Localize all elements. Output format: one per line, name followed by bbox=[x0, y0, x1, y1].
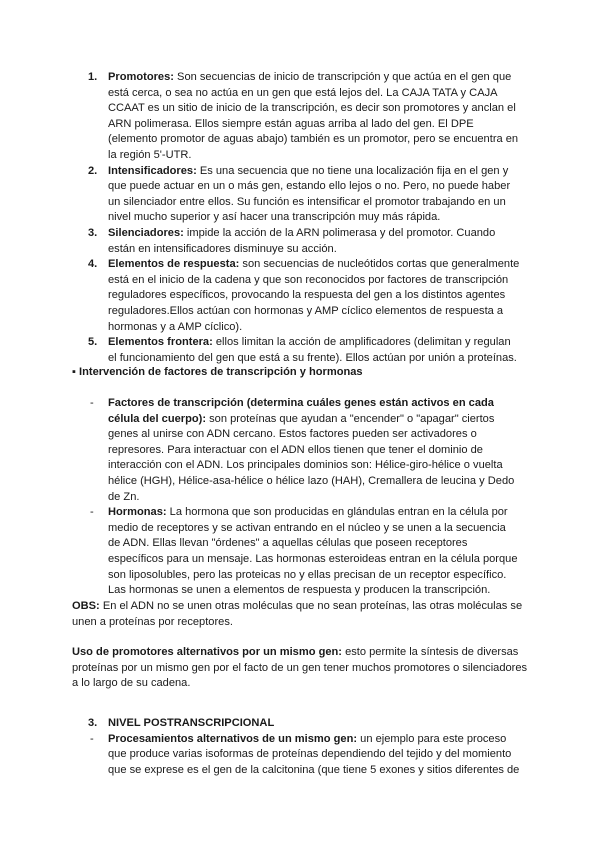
item-title: Hormonas: bbox=[108, 506, 167, 519]
posttranscriptional-section bbox=[88, 716, 520, 778]
item-title: Procesamientos alternativos de un mismo gen: bbox=[108, 732, 358, 745]
item-text: ellos limitan la acción de amplificadores (delimitan y regulan el funcionamiento del gen que está a su frente). Ellos actúan por unión a proteínas. bbox=[108, 336, 517, 364]
item-title: Intensificadores: bbox=[108, 164, 197, 177]
item-number: 2. bbox=[88, 164, 98, 177]
list-item-procesamientos bbox=[88, 732, 520, 779]
obs-text: En el ADN no se unen otras moléculas que no sean proteínas, las otras moléculas se unen a proteínas por receptores. bbox=[72, 600, 523, 628]
item-number: 3. bbox=[88, 717, 98, 729]
item-text: La hormona que son producidas en glándulas entran en la célula por medio de receptores y se activan entrando en el núcleo y se unen a la secuencia de ADN. Ellas llevan "órdenes" a aquellas células que poseen receptores específicos para un mensaje. Las hormonas esteroideas entran en la célula porque son liposolubles, pero las proteicas no y ellas precisan de un receptor específico. Las hormonas se unen a elementos de respuesta y producen la transcripción. bbox=[108, 506, 518, 597]
item-text: impide la acción de la ARN polimerasa y del promotor. Cuando están en intensificadores disminuye su acción. bbox=[108, 226, 496, 255]
dash-bullet: - bbox=[90, 732, 94, 745]
list-item-silenciadores bbox=[86, 226, 520, 257]
item-number: 3. bbox=[88, 226, 98, 239]
regulatory-elements-list bbox=[86, 70, 520, 366]
dash-bullet: - bbox=[90, 506, 94, 519]
nivel-title: NIVEL POSTRANSCRIPCIONAL bbox=[108, 717, 275, 729]
list-item-elementos-frontera bbox=[86, 335, 520, 366]
obs-title: OBS: bbox=[72, 600, 100, 612]
item-title: Silenciadores: bbox=[108, 226, 184, 239]
list-item-factores bbox=[86, 396, 520, 505]
dash-bullet: - bbox=[90, 397, 94, 409]
item-text: son secuencias de nucleótidos cortas que generalmente está en el inicio de la cadena y que son reconocidos por factores de transcripción reguladores específicos, provocando la respuesta del gen a los distintos agentes reguladores.Ellos actúan con hormonas y AMP cíclico elementos de respuesta a hormonas y a AMP cíclico). bbox=[108, 258, 520, 333]
item-title: Factores de transcripción (determina cuáles genes están activos en cada célula del cuerpo): bbox=[108, 397, 494, 425]
item-number: 5. bbox=[88, 336, 98, 349]
item-number: 4. bbox=[88, 258, 98, 271]
item-title: Elementos de respuesta: bbox=[108, 258, 240, 271]
list-item-hormonas bbox=[86, 505, 520, 599]
uso-title: Uso de promotores alternativos por un mismo gen: bbox=[72, 646, 342, 658]
list-item-intensificadores bbox=[86, 164, 520, 226]
item-text: Son secuencias de inicio de transcripción y que actúa en el gen que está cerca, o sea no actúa en un gen que está lejos del. La CAJA TATA y CAJA CCAAT es un sitio de inicio de la transcripción, es decir son promotores y anclan el ARN polimerasa. Ellos siempre están aguas arriba al lado del gen. El DPE (elemento promotor de aguas abajo) también es un promotor, pero se encuentra en la región 5'-UTR. bbox=[108, 71, 519, 161]
section-heading-nivel bbox=[88, 716, 520, 732]
list-item-elementos-respuesta bbox=[86, 257, 520, 335]
list-item-promotores bbox=[86, 70, 520, 164]
section-heading: ▪ Intervención de factores de transcripción y hormonas bbox=[72, 366, 363, 378]
item-title: Elementos frontera: bbox=[108, 336, 213, 349]
factors-list bbox=[86, 396, 520, 599]
item-text: un ejemplo para este proceso que produce varias isoformas de proteínas dependiendo del tejido y del momiento que se exprese es el gen de la calcitonina (que tiene 5 exones y sitios diferentes de bbox=[108, 732, 520, 776]
obs-paragraph bbox=[72, 599, 532, 630]
item-text: son proteínas que ayudan a "encender" o "apagar" ciertos genes al unirse con ADN cercano. Estos factores pueden ser activadores o represores. Para interactuar con el ADN ellos tienen que tener el dominio de interacción con el ADN. Los principales dominios son: Hélice-giro-hélice o vuelta hélice (HGH), Hélice-asa-hélice o hélice lazo (HAH), Cremallera de leucina y Dedo de Zn. bbox=[108, 412, 515, 503]
item-number: 1. bbox=[88, 71, 98, 83]
item-text: Es una secuencia que no tiene una localización fija en el gen y que puede actuar en un o más gen, estando ello lejos o no. Pero, no puede haber un silenciador entre ellos. Su función es intensificar el promotor trabajando en un nivel mucho superior y así hacer una transcripción muy más rápida. bbox=[108, 164, 511, 224]
uso-text: esto permite la síntesis de diversas proteínas por un mismo gen por el facto de un gen tener muchos promotores o silenciadores a lo largo de su cadena. bbox=[72, 646, 528, 690]
item-title: Promotores: bbox=[108, 71, 174, 83]
alternative-promoters-paragraph bbox=[72, 645, 532, 692]
